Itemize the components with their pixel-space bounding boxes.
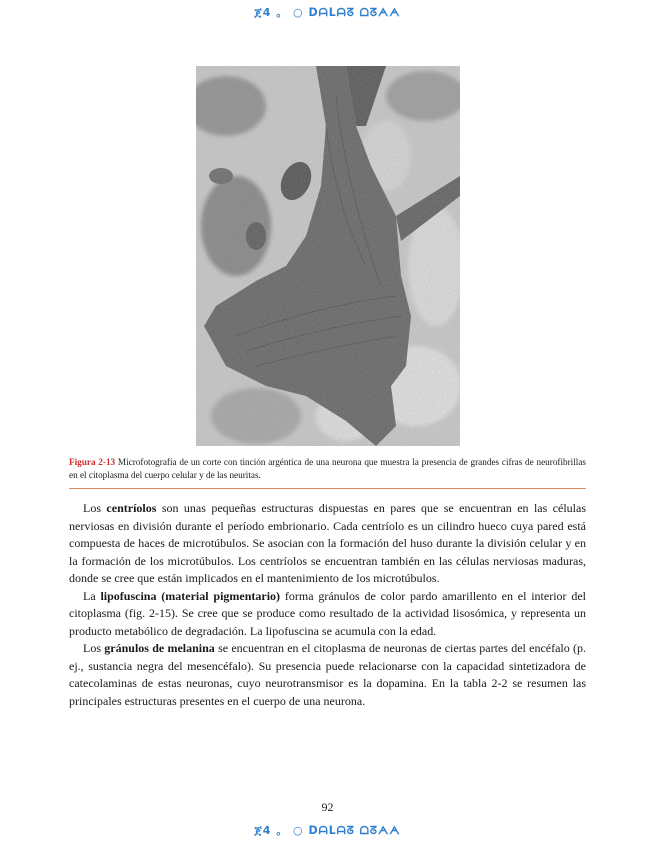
figure-caption-text: Microfotografía de un corte con tinción argéntica de una neurona que muestra la presencia de grandes cifras de neurofibrillas en el citoplasma del cuerpo celular y de las neuritas. — [69, 457, 586, 480]
paragraph-lipofuscina: La lipofuscina (material pigmentario) forma gránulos de color pardo amarillento en el interior del citoplasma (fig. 2-15). Se cree que se produce como resultado de la actividad lisosómica, y representa un producto metabólico de degradación. La lipofuscina se acumula con la edad. — [69, 588, 586, 638]
term-lipofuscina: lipofuscina (material pigmentario) — [100, 588, 281, 603]
page-number: 92 — [321, 800, 334, 814]
caption-divider — [69, 488, 586, 489]
paragraph-centriolos: Los centríolos son unas pequeñas estructuras dispuestas en pares que se encuentran en las células nerviosas en división durante el período embrionario. Cada centríolo es un cilindro hueco cuya pared está compuesta de haces de microtúbulos. Se asocian con la formación del huso durante la división celular y en la formación de los microtúbulos. Los centríolos se encuentran también en las células nerviosas maduras, donde se cree que están implicados en el mantenimiento de los microtúbulos. — [69, 501, 587, 585]
term-melanina: gránulos de melanina — [104, 641, 215, 655]
paragraph-melanina: Los gránulos de melanina se encuentran en el citoplasma de neuronas de ciertas partes del encéfalo (p. ej., sustancia negra del mesencéfalo). Su presencia puede relacionarse con la capacidad sintetizadora de catecolaminas de estas neuronas, cuyo neurotransmisor es la dopamina. En la tabla 2-2 se resumen las principales estructuras presentes en el cuerpo de una neurona. — [69, 641, 587, 708]
figure-caption — [69, 456, 586, 482]
watermark-top: ጀ4 。 ○ ᗞᗩᒪᗩᘔ ᗝᘔᗅᗅ — [254, 6, 401, 19]
figure-label: Figura 2-13 — [69, 457, 116, 467]
term-centriolos: centríolos — [106, 501, 157, 515]
watermark-bottom: ጀ4 。 ○ ᗞᗩᒪᗩᘔ ᗝᘔᗅᗅ — [254, 824, 401, 837]
body-text — [69, 500, 586, 710]
neuron-micrograph — [196, 66, 460, 446]
